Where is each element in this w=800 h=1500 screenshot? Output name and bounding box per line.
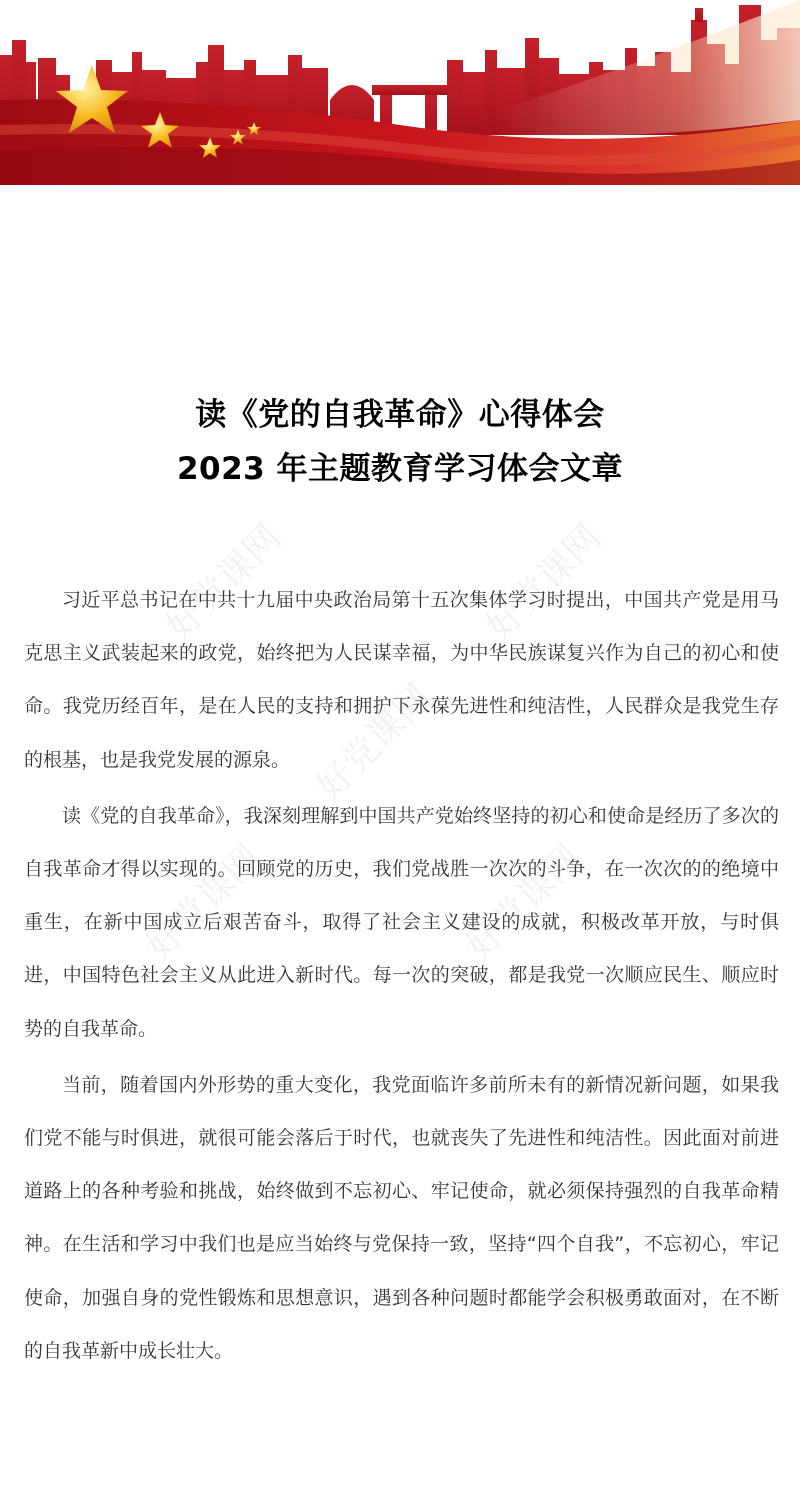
title-line-1: 读《党的自我革命》心得体会 <box>195 397 605 433</box>
watermark-text: 好党课网 <box>138 837 270 969</box>
article-paragraph: 当前，随着国内外形势的重大变化，我党面临许多前所未有的新情况新问题，如果我们党不能与时俱进，就很可能会落后于时代，也就丧失了先进性和纯洁性。因此面对前进道路上的各种考验和挑战，始终做到不忘初心、牢记使命，就必须保持强烈的自我革命精神。在生活和学习中我们也是应当始终与党保持一致，坚持“四个自我”，不忘初心，牢记使命，加强自身的党性锻炼和思想意识，遇到各种问题时都能学会积极勇敢面对，在不断的自我革新中成长壮大。 <box>24 1073 779 1362</box>
header-banner <box>0 0 800 185</box>
watermark-text: 好党课网 <box>458 837 590 969</box>
title-line-2: 2023 年主题教育学习体会文章 <box>176 451 624 487</box>
skyline-flag-banner-icon <box>0 0 800 185</box>
watermark-text: 好党课网 <box>478 517 610 649</box>
article-paragraph: 读《党的自我革命》，我深刻理解到中国共产党始终坚持的初心和使命是经历了多次的自我革命才得以实现的。回顾党的历史，我们党战胜一次次的斗争，在一次次的的绝境中重生，在新中国成立后艰苦奋斗，取得了社会主义建设的成就，积极改革开放，与时俱进，中国特色社会主义从此进入新时代。每一次的突破，都是我党一次顺应民生、顺应时势的自我革命。 <box>24 804 779 1040</box>
watermark-text: 好党课网 <box>308 677 440 809</box>
watermark-text: 好党课网 <box>158 517 290 649</box>
document-title <box>0 388 800 496</box>
article-paragraph: 习近平总书记在中共十九届中央政治局第十五次集体学习时提出，中国共产党是用马克思主义武装起来的政党，始终把为人民谋幸福，为中华民族谋复兴作为自己的初心和使命。我党历经百年，是在人民的支持和拥护下永葆先进性和纯洁性，人民群众是我党生存的根基，也是我党发展的源泉。 <box>24 589 779 771</box>
article-body <box>24 574 779 1381</box>
